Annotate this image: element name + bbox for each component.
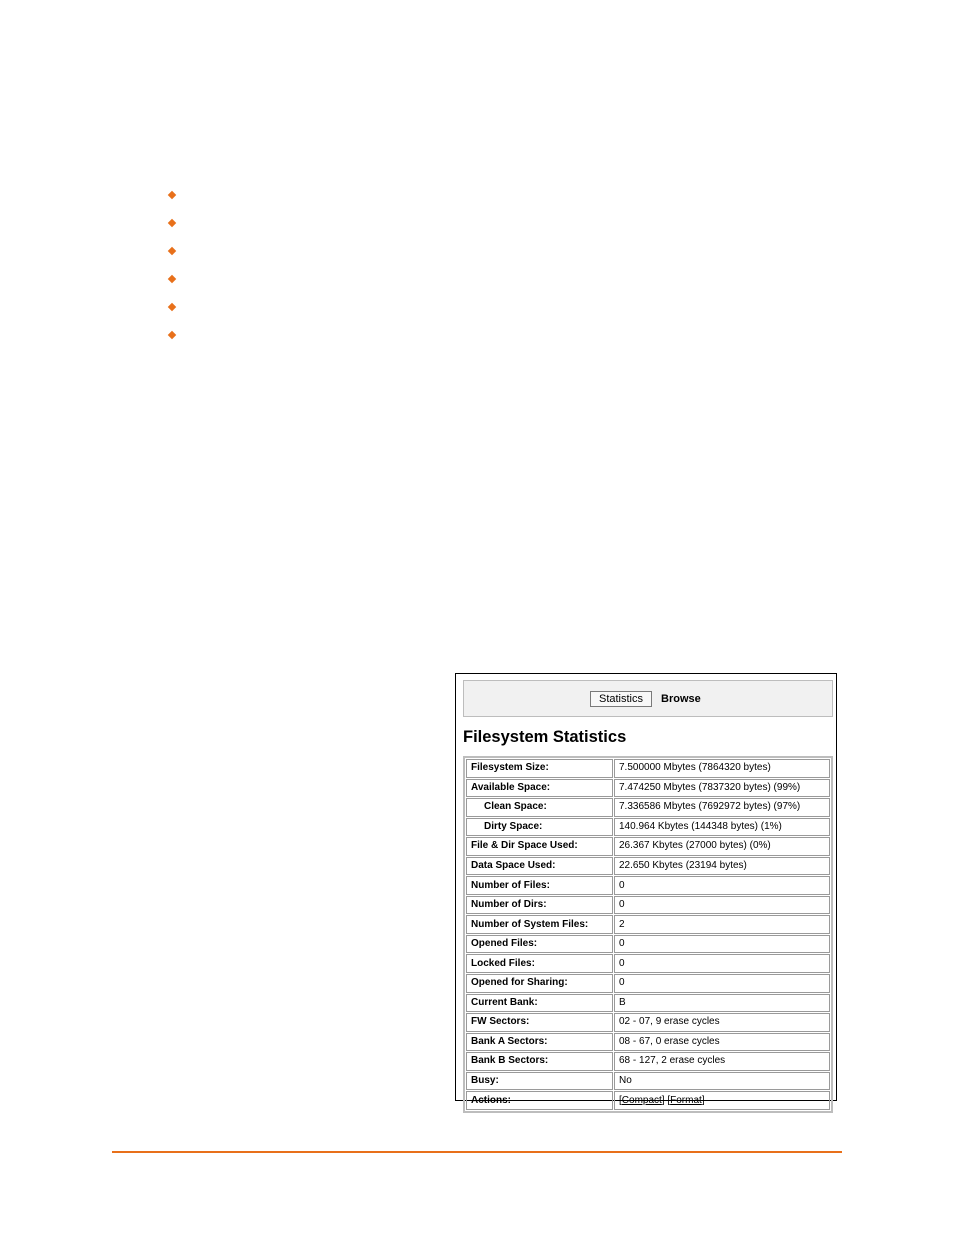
row-value: 0 — [614, 896, 830, 915]
row-label: Bank A Sectors: — [466, 1033, 613, 1052]
diamond-bullet-icon — [168, 219, 176, 227]
row-label: Locked Files: — [466, 954, 613, 973]
diamond-bullet-icon — [168, 191, 176, 199]
format-link[interactable]: Format — [670, 1094, 702, 1106]
table-row — [466, 935, 830, 954]
page-title: Filesystem Statistics — [463, 728, 627, 746]
bracket-close: ] — [661, 1094, 665, 1106]
table-row — [466, 1052, 830, 1071]
row-label: Clean Space: — [466, 798, 613, 817]
row-label: Data Space Used: — [466, 857, 613, 876]
row-value: 7.336586 Mbytes (7692972 bytes) (97%) — [614, 798, 830, 817]
row-value: 22.650 Kbytes (23194 bytes) — [614, 857, 830, 876]
bracket-close: ] — [701, 1094, 705, 1106]
stats-table — [463, 756, 833, 1113]
row-label: Opened Files: — [466, 935, 613, 954]
row-label: Dirty Space: — [466, 818, 613, 837]
filesystem-screenshot — [455, 673, 837, 1106]
table-row — [466, 896, 830, 915]
table-row — [466, 759, 830, 778]
row-value: 0 — [614, 876, 830, 895]
table-row — [466, 857, 830, 876]
row-value: No — [614, 1072, 830, 1091]
table-row — [466, 954, 830, 973]
table-row — [466, 915, 830, 934]
tab-statistics[interactable]: Statistics — [590, 691, 652, 707]
actions-cell — [614, 1091, 830, 1110]
row-value: 0 — [614, 974, 830, 993]
row-label: Busy: — [466, 1072, 613, 1091]
row-value: 68 - 127, 2 erase cycles — [614, 1052, 830, 1071]
row-value: 26.367 Kbytes (27000 bytes) (0%) — [614, 837, 830, 856]
table-row — [466, 994, 830, 1013]
table-row — [466, 779, 830, 798]
table-row — [466, 1072, 830, 1091]
tab-bar — [463, 680, 833, 717]
row-value: 0 — [614, 935, 830, 954]
row-value: 7.500000 Mbytes (7864320 bytes) — [614, 759, 830, 778]
table-row — [466, 1013, 830, 1032]
row-label: File & Dir Space Used: — [466, 837, 613, 856]
actions-label: Actions: — [466, 1091, 613, 1110]
row-label: Filesystem Size: — [466, 759, 613, 778]
row-label: Current Bank: — [466, 994, 613, 1013]
bracket-open: [ — [667, 1094, 671, 1106]
table-row — [466, 974, 830, 993]
row-label: Number of Dirs: — [466, 896, 613, 915]
footer-divider — [112, 1151, 842, 1153]
table-row — [466, 876, 830, 895]
row-value: B — [614, 994, 830, 1013]
row-label: Opened for Sharing: — [466, 974, 613, 993]
row-label: FW Sectors: — [466, 1013, 613, 1032]
row-label: Available Space: — [466, 779, 613, 798]
row-value: 7.474250 Mbytes (7837320 bytes) (99%) — [614, 779, 830, 798]
table-row — [466, 1091, 830, 1110]
table-row — [466, 837, 830, 856]
tab-browse[interactable]: Browse — [661, 693, 701, 705]
bracket-open: [ — [619, 1094, 622, 1106]
row-label: Number of System Files: — [466, 915, 613, 934]
row-value: 140.964 Kbytes (144348 bytes) (1%) — [614, 818, 830, 837]
diamond-bullet-icon — [168, 303, 176, 311]
row-label: Number of Files: — [466, 876, 613, 895]
row-value: 08 - 67, 0 erase cycles — [614, 1033, 830, 1052]
row-value: 2 — [614, 915, 830, 934]
row-value: 02 - 07, 9 erase cycles — [614, 1013, 830, 1032]
compact-link[interactable]: Compact — [621, 1094, 662, 1106]
diamond-bullet-icon — [168, 275, 176, 283]
diamond-bullet-icon — [168, 331, 176, 339]
row-value: 0 — [614, 954, 830, 973]
table-row — [466, 818, 830, 837]
table-row — [466, 1033, 830, 1052]
row-label: Bank B Sectors: — [466, 1052, 613, 1071]
diamond-bullet-icon — [168, 247, 176, 255]
table-row — [466, 798, 830, 817]
